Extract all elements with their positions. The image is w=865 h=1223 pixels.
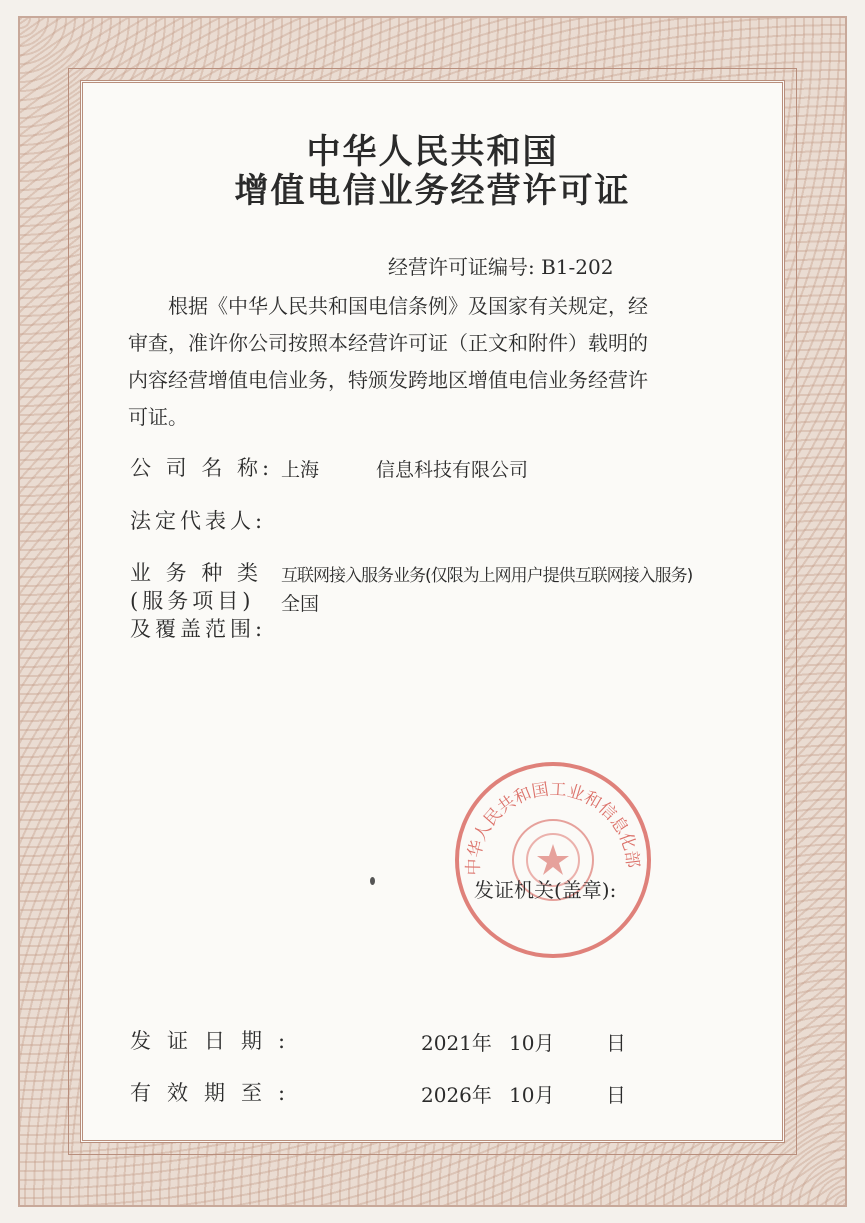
coverage-value: 全国 — [281, 593, 320, 615]
company-value: 上海 信息科技有限公司 — [281, 459, 529, 481]
body-line: 可证。 — [128, 405, 188, 429]
valid-until-month: 10月 — [509, 1083, 555, 1107]
service-label-line1: 业 务 种 类 — [130, 561, 263, 585]
official-seal — [455, 762, 651, 958]
ink-speck — [370, 877, 375, 885]
service-label-line2: (服务项目) — [130, 589, 255, 613]
valid-until-label: 有效期至: — [130, 1081, 302, 1105]
body-line: 根据《中华人民共和国电信条例》及国家有关规定，经 — [128, 294, 648, 318]
seal-text: 中华人民共和国工业和信息化部 — [463, 779, 643, 876]
issue-date-month: 10月 — [509, 1031, 555, 1055]
title-country: 中华人民共和国 — [306, 132, 559, 172]
legal-rep-label: 法定代表人: — [130, 509, 267, 533]
body-paragraph — [128, 288, 740, 436]
company-label: 公 司 名 称: — [130, 456, 274, 480]
issue-date-label: 发证日期: — [130, 1029, 302, 1053]
issuer-label: 发证机关(盖章): — [474, 878, 617, 902]
body-line: 内容经营增值电信业务，特颁发跨地区增值电信业务经营许 — [128, 368, 648, 392]
issue-date-day: 日 — [606, 1031, 626, 1055]
seal-graphic — [459, 766, 647, 954]
issue-date-year: 2021年 — [421, 1031, 492, 1055]
valid-until-day: 日 — [606, 1083, 626, 1107]
license-number: 经营许可证编号: B1-202 — [388, 255, 614, 279]
service-value: 互联网接入服务业务(仅限为上网用户提供互联网接入服务) — [281, 566, 693, 586]
body-line: 审查，准许你公司按照本经营许可证（正文和附件）载明的 — [128, 331, 648, 355]
service-label-line3: 及覆盖范围: — [130, 617, 267, 641]
title-license: 增值电信业务经营许可证 — [234, 171, 631, 211]
valid-until-year: 2026年 — [421, 1083, 492, 1107]
